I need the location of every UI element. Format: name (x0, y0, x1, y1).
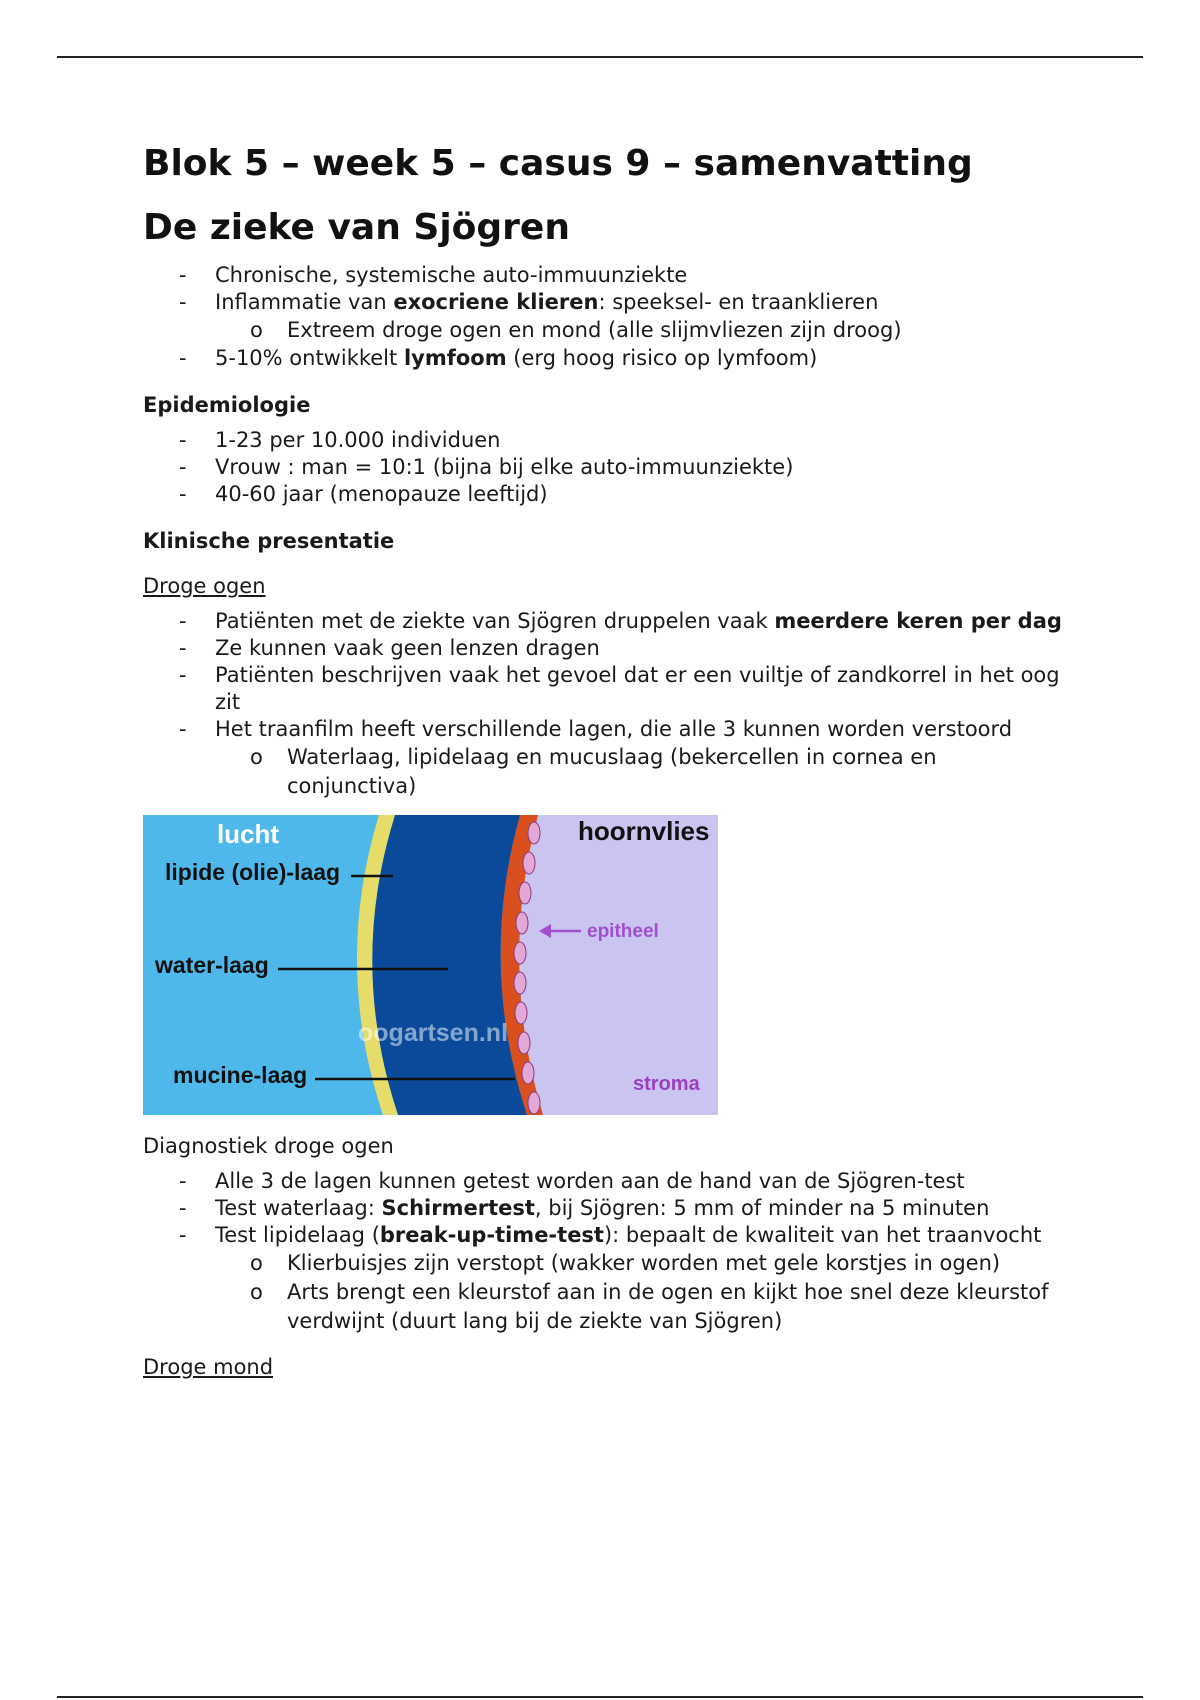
label-lipide: lipide (olie)-laag (165, 859, 341, 885)
section-heading-klinisch: Klinische presentatie (143, 529, 395, 553)
list-item: - Patiënten beschrijven vaak het gevoel dat er een vuiltje of zandkorrel in het oog zit (143, 662, 1063, 716)
epidemiologie-list (143, 427, 1063, 508)
sub-list (215, 316, 1063, 345)
list-item: - Ze kunnen vaak geen lenzen dragen (143, 635, 1063, 662)
sub-list-item: o Waterlaag, lipidelaag en mucuslaag (bekercellen in cornea en conjunctiva) (215, 743, 1063, 801)
list-item: - Test lipidelaag (break-up-time-test): bepaalt de kwaliteit van het traanvocht o Klierbuisjes zijn verstopt (wakker worden met gele korstjes in ogen) o Arts brengt een kleurstof aan in de ogen en kijkt hoe snel deze kleurstof verdwijnt (duurt lang bij de ziekte van Sjögren) (143, 1222, 1063, 1336)
section-heading-epidemiologie: Epidemiologie (143, 393, 311, 417)
list-item: - Vrouw : man = 10:1 (bijna bij elke auto-immuunziekte) (143, 454, 1063, 481)
list-item: - 5-10% ontwikkelt lymfoom (erg hoog risico op lymfoom) (143, 345, 1063, 372)
sub-list (215, 743, 1063, 801)
tear-film-diagram (143, 815, 718, 1115)
label-mucine: mucine-laag (173, 1062, 308, 1088)
subheading-droge-ogen: Droge ogen (143, 574, 266, 598)
list-item: - Patiënten met de ziekte van Sjögren druppelen vaak meerdere keren per dag (143, 608, 1063, 635)
label-lucht: lucht (216, 819, 280, 849)
page-title: Blok 5 – week 5 – casus 9 – samenvatting (143, 143, 973, 184)
label-water: water-laag (155, 952, 269, 978)
label-stroma: stroma (633, 1073, 700, 1095)
top-rule (57, 56, 1143, 58)
droge-ogen-list (143, 608, 1063, 801)
intro-list (143, 262, 1063, 372)
sub-list (215, 1249, 1063, 1336)
page-subtitle: De zieke van Sjögren (143, 207, 570, 248)
document-body (143, 138, 1063, 1381)
list-item: - Het traanfilm heeft verschillende lagen, die alle 3 kunnen worden verstoord o Waterlaag, lipidelaag en mucuslaag (bekercellen in cornea en conjunctiva) (143, 716, 1063, 801)
subheading-diagnostiek: Diagnostiek droge ogen (143, 1134, 394, 1158)
stroma-region (519, 815, 718, 1115)
label-hoornvlies: hoornvlies (578, 816, 710, 846)
bottom-rule (57, 1696, 1143, 1698)
watermark: oogartsen.nl (358, 1019, 509, 1047)
subheading-droge-mond: Droge mond (143, 1355, 274, 1379)
sub-list-item: o Arts brengt een kleurstof aan in de ogen en kijkt hoe snel deze kleurstof verdwijnt (duurt lang bij de ziekte van Sjögren) (215, 1278, 1063, 1336)
list-item: - Alle 3 de lagen kunnen getest worden aan de hand van de Sjögren-test (143, 1168, 1063, 1195)
sub-list-item: o Klierbuisjes zijn verstopt (wakker worden met gele korstjes in ogen) (215, 1249, 1063, 1278)
list-item: - Chronische, systemische auto-immuunziekte (143, 262, 1063, 289)
list-item: - Test waterlaag: Schirmertest, bij Sjögren: 5 mm of minder na 5 minuten (143, 1195, 1063, 1222)
diagnostiek-list (143, 1168, 1063, 1336)
list-item: - Inflammatie van exocriene klieren: speeksel- en traanklieren o Extreem droge ogen en mond (alle slijmvliezen zijn droog) (143, 289, 1063, 345)
label-epitheel: epitheel (587, 921, 659, 942)
list-item: - 1-23 per 10.000 individuen (143, 427, 1063, 454)
sub-list-item: o Extreem droge ogen en mond (alle slijmvliezen zijn droog) (215, 316, 1063, 345)
list-item: - 40-60 jaar (menopauze leeftijd) (143, 481, 1063, 508)
